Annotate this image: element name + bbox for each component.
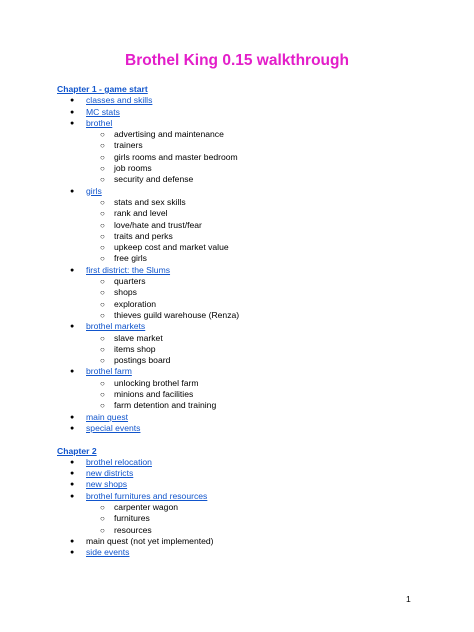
table-of-contents (57, 84, 457, 558)
filled-bullet-icon: ● (70, 537, 75, 545)
sub-item-text: free girls (114, 253, 147, 264)
hollow-bullet-icon: ○ (100, 310, 105, 320)
toc-link[interactable]: main quest (86, 411, 129, 422)
list-item (57, 457, 457, 468)
hollow-bullet-icon: ○ (100, 197, 105, 207)
sub-item-text: unlocking brothel farm (114, 377, 199, 388)
sub-list-item (57, 355, 457, 366)
chapter-spacer (57, 434, 457, 445)
chapter-heading-link[interactable]: Chapter 1 - game start (57, 84, 148, 94)
sub-item-text: quarters (114, 276, 146, 287)
sub-item-text: slave market (114, 332, 163, 343)
toc-link[interactable]: side events (86, 547, 130, 558)
sub-item-text: upkeep cost and market value (114, 242, 229, 253)
hollow-bullet-icon: ○ (100, 175, 105, 185)
sub-list-item (57, 152, 457, 163)
sub-item-text: items shop (114, 343, 156, 354)
sub-list-item (57, 220, 457, 231)
toc-link[interactable]: brothel markets (86, 321, 146, 332)
hollow-bullet-icon: ○ (100, 220, 105, 230)
hollow-bullet-icon: ○ (100, 152, 105, 162)
sub-list-item (57, 333, 457, 344)
hollow-bullet-icon: ○ (100, 378, 105, 388)
list-item (57, 265, 457, 276)
hollow-bullet-icon: ○ (100, 514, 105, 524)
hollow-bullet-icon: ○ (100, 333, 105, 343)
sub-item-text: job rooms (114, 163, 152, 174)
filled-bullet-icon: ● (70, 187, 75, 195)
chapter-heading-link[interactable]: Chapter 2 (57, 445, 97, 456)
toc-link[interactable]: first district: the Slums (86, 264, 171, 275)
list-item (57, 536, 457, 547)
filled-bullet-icon: ● (70, 266, 75, 274)
sub-item-text: farm detention and training (114, 400, 217, 411)
hollow-bullet-icon: ○ (100, 277, 105, 287)
hollow-bullet-icon: ○ (100, 390, 105, 400)
hollow-bullet-icon: ○ (100, 231, 105, 241)
sub-item-text: rank and level (114, 208, 168, 219)
hollow-bullet-icon: ○ (100, 209, 105, 219)
sub-list-item (57, 174, 457, 185)
sub-list-item (57, 253, 457, 264)
hollow-bullet-icon: ○ (100, 288, 105, 298)
sub-item-text: shops (114, 287, 137, 298)
sub-item-text: resources (114, 524, 152, 535)
filled-bullet-icon: ● (70, 108, 75, 116)
list-item (57, 107, 457, 118)
filled-bullet-icon: ● (70, 368, 75, 376)
sub-list-item (57, 140, 457, 151)
hollow-bullet-icon: ○ (100, 130, 105, 140)
filled-bullet-icon: ● (70, 97, 75, 105)
document-title: Brothel King 0.15 walkthrough (125, 52, 349, 69)
sub-item-text: postings board (114, 355, 171, 366)
sub-item-text: furnitures (114, 513, 150, 524)
sub-list-item (57, 310, 457, 321)
sub-list-item (57, 197, 457, 208)
page-number: 1 (406, 594, 411, 604)
list-item (57, 186, 457, 197)
hollow-bullet-icon: ○ (100, 525, 105, 535)
filled-bullet-icon: ● (70, 323, 75, 331)
list-item (57, 366, 457, 377)
toc-link[interactable]: brothel relocation (86, 456, 152, 467)
list-item (57, 468, 457, 479)
chapter-list (57, 457, 457, 559)
toc-link[interactable]: girls (86, 185, 102, 196)
sub-list-item (57, 525, 457, 536)
sub-list-item (57, 513, 457, 524)
sub-list-item (57, 287, 457, 298)
filled-bullet-icon: ● (70, 119, 75, 127)
sub-list-item (57, 378, 457, 389)
sub-list-item (57, 208, 457, 219)
hollow-bullet-icon: ○ (100, 299, 105, 309)
sub-list-item (57, 344, 457, 355)
toc-link[interactable]: brothel furnitures and resources (86, 490, 208, 501)
list-item (57, 95, 457, 106)
filled-bullet-icon: ● (70, 481, 75, 489)
list-item (57, 412, 457, 423)
sub-item-text: exploration (114, 298, 157, 309)
sub-list-item (57, 276, 457, 287)
sub-list-item (57, 163, 457, 174)
filled-bullet-icon: ● (70, 458, 75, 466)
toc-link[interactable]: classes and skills (86, 95, 153, 106)
sub-item-text: thieves guild warehouse (Renza) (114, 309, 240, 320)
sub-list-item (57, 299, 457, 310)
sub-item-text: carpenter wagon (114, 501, 179, 512)
toc-link[interactable]: special events (86, 422, 141, 433)
filled-bullet-icon: ● (70, 549, 75, 557)
toc-link[interactable]: new shops (86, 479, 128, 490)
sub-list-item (57, 389, 457, 400)
list-item (57, 479, 457, 490)
sub-item-text: stats and sex skills (114, 196, 186, 207)
hollow-bullet-icon: ○ (100, 243, 105, 253)
sub-list-item (57, 242, 457, 253)
sub-item-text: trainers (114, 140, 143, 151)
filled-bullet-icon: ● (70, 492, 75, 500)
sub-list-item (57, 231, 457, 242)
toc-link[interactable]: MC stats (86, 106, 120, 117)
filled-bullet-icon: ● (70, 424, 75, 432)
sub-item-text: traits and perks (114, 230, 173, 241)
sub-item-text: minions and facilities (114, 389, 194, 400)
filled-bullet-icon: ● (70, 470, 75, 478)
sub-item-text: security and defense (114, 174, 194, 185)
list-item (57, 321, 457, 332)
list-item (57, 491, 457, 502)
hollow-bullet-icon: ○ (100, 164, 105, 174)
sub-list-item (57, 129, 457, 140)
list-item (57, 423, 457, 434)
hollow-bullet-icon: ○ (100, 141, 105, 151)
list-item (57, 547, 457, 558)
hollow-bullet-icon: ○ (100, 344, 105, 354)
hollow-bullet-icon: ○ (100, 356, 105, 366)
sub-item-text: girls rooms and master bedroom (114, 151, 238, 162)
toc-link[interactable]: brothel farm (86, 366, 132, 377)
toc-link[interactable]: new districts (86, 468, 134, 479)
sub-item-text: advertising and maintenance (114, 129, 224, 140)
toc-link[interactable]: brothel (86, 117, 113, 128)
filled-bullet-icon: ● (70, 413, 75, 421)
toc-text: main quest (not yet implemented) (86, 535, 214, 546)
list-item (57, 118, 457, 129)
sub-list-item (57, 502, 457, 513)
hollow-bullet-icon: ○ (100, 502, 105, 512)
chapter-list (57, 95, 457, 434)
hollow-bullet-icon: ○ (100, 254, 105, 264)
hollow-bullet-icon: ○ (100, 401, 105, 411)
sub-item-text: love/hate and trust/fear (114, 219, 202, 230)
sub-list-item (57, 400, 457, 411)
